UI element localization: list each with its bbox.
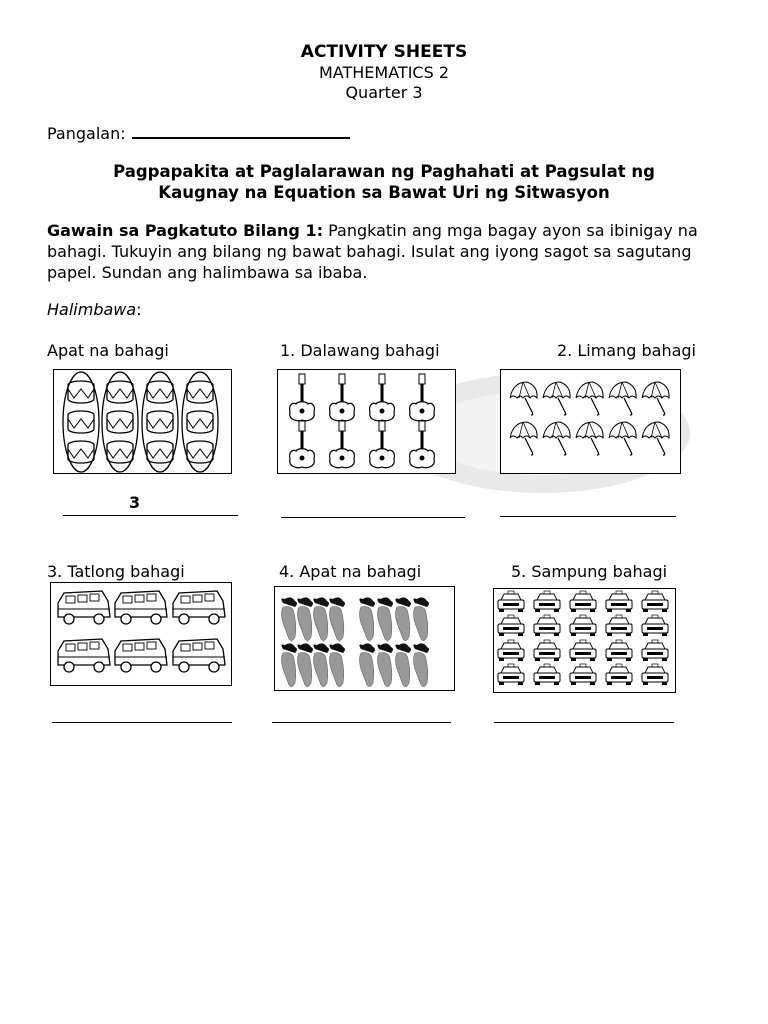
answer-line-1[interactable] (281, 517, 465, 518)
name-row (47, 121, 350, 143)
jeepney-icon (51, 583, 231, 685)
name-blank[interactable] (132, 121, 350, 139)
answer-example: 3 (129, 493, 141, 512)
example-label (47, 300, 142, 319)
eggplant-icon (275, 587, 454, 690)
subject: MATHEMATICS 2 (318, 63, 449, 82)
eggplants-picture-box (274, 586, 455, 691)
guitars-picture-box (277, 369, 456, 474)
taxi-icon (494, 589, 675, 692)
sheet-title: ACTIVITY SHEETS (300, 42, 468, 62)
quarter: Quarter 3 (345, 83, 423, 102)
answer-line-4[interactable] (272, 722, 451, 723)
answer-line-3[interactable] (52, 722, 232, 723)
example-label-colon: : (136, 300, 142, 319)
drums-icon (54, 370, 231, 473)
answer-line-example (63, 515, 238, 516)
instructions-heading: Gawain sa Pagkatuto Bilang 1: (47, 221, 323, 240)
lesson-title-line-1: Pagpapakita at Paglalarawan ng Paghahati at Pagsulat ng (113, 162, 655, 181)
umbrella-icon (501, 370, 680, 473)
jeepneys-picture-box (50, 582, 232, 686)
answer-line-2[interactable] (500, 516, 676, 517)
guitar-icon (278, 370, 455, 473)
answer-line-5[interactable] (494, 722, 674, 723)
taxis-picture-box (493, 588, 676, 693)
item-label-1: 1. Dalawang bahagi (280, 341, 440, 360)
item-label-3: 3. Tatlong bahagi (47, 562, 185, 581)
lesson-title (0, 161, 768, 203)
item-label-5: 5. Sampung bahagi (511, 562, 668, 581)
item-label-2: 2. Limang bahagi (557, 341, 696, 360)
umbrellas-picture-box (500, 369, 681, 474)
example-label-text: Halimbawa (47, 300, 137, 319)
instructions-text: Pangkatin ang mga bagay ayon sa ibinigay na bahagi. Tukuyin ang bilang ng bawat bahagi. Isulat ang iyong sagot sa sagutang papel. Sundan ang halimbawa sa ibaba. (47, 221, 698, 282)
item-label-example: Apat na bahagi (47, 341, 169, 360)
instructions (47, 220, 727, 283)
name-label: Pangalan: (47, 124, 126, 143)
lesson-title-line-2: Kaugnay na Equation sa Bawat Uri ng Sitwasyon (158, 183, 610, 202)
drums-picture-box (53, 369, 232, 474)
item-label-4: 4. Apat na bahagi (279, 562, 422, 581)
